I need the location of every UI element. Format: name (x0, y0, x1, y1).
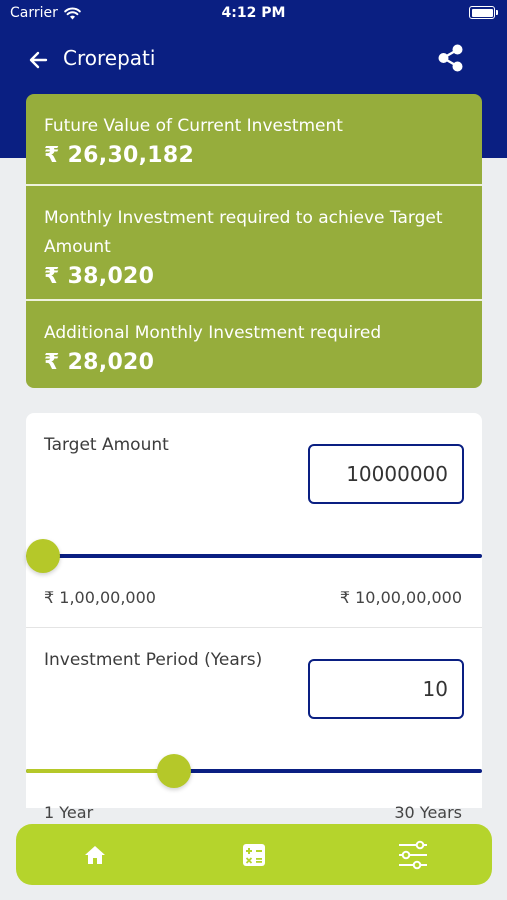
nav-bar (0, 38, 507, 82)
nav-calculator-button[interactable] (214, 824, 294, 885)
slider-thumb[interactable] (157, 754, 191, 788)
share-icon (435, 42, 467, 74)
calculator-icon (242, 843, 266, 867)
investment-period-min: 1 Year (44, 803, 94, 822)
share-button[interactable] (435, 42, 467, 74)
result-value: ₹ 38,020 (44, 264, 155, 289)
carrier-label: Carrier (10, 5, 58, 21)
result-label: Monthly Investment required to achieve Target Amount (44, 208, 443, 257)
result-monthly-investment (26, 184, 482, 299)
result-future-value (26, 94, 482, 184)
slider-filled-track (26, 769, 174, 773)
sliders-icon (397, 840, 429, 870)
investment-period-section (26, 627, 482, 841)
slider-track (26, 554, 482, 558)
bottom-nav-bar (16, 824, 492, 885)
target-amount-max: ₹ 10,00,00,000 (339, 588, 462, 607)
slider-thumb[interactable] (26, 539, 60, 573)
page-title: Crorepati (63, 46, 156, 70)
investment-period-slider[interactable] (26, 756, 482, 796)
status-time: 4:12 PM (221, 5, 286, 21)
nav-settings-button[interactable] (373, 824, 453, 885)
target-amount-label: Target Amount (44, 435, 169, 455)
results-card (26, 94, 482, 388)
target-amount-slider[interactable] (26, 541, 482, 581)
back-button[interactable] (26, 48, 52, 72)
result-label: Additional Monthly Investment required (44, 323, 382, 343)
result-additional-investment (26, 299, 482, 388)
result-label: Future Value of Current Investment (44, 116, 343, 136)
status-bar (0, 0, 507, 28)
investment-period-label: Investment Period (Years) (44, 650, 263, 670)
result-value: ₹ 28,020 (44, 350, 155, 375)
target-amount-min: ₹ 1,00,00,000 (44, 588, 156, 607)
investment-period-input[interactable]: 10 (308, 659, 464, 719)
back-arrow-icon (26, 48, 52, 72)
target-amount-input[interactable]: 10000000 (308, 444, 464, 504)
target-amount-section (26, 413, 482, 627)
investment-period-max: 30 Years (394, 803, 462, 822)
battery-icon (469, 6, 495, 19)
home-icon (83, 844, 107, 866)
calculator-form (26, 413, 482, 822)
nav-home-button[interactable] (55, 824, 135, 885)
result-value: ₹ 26,30,182 (44, 143, 195, 168)
